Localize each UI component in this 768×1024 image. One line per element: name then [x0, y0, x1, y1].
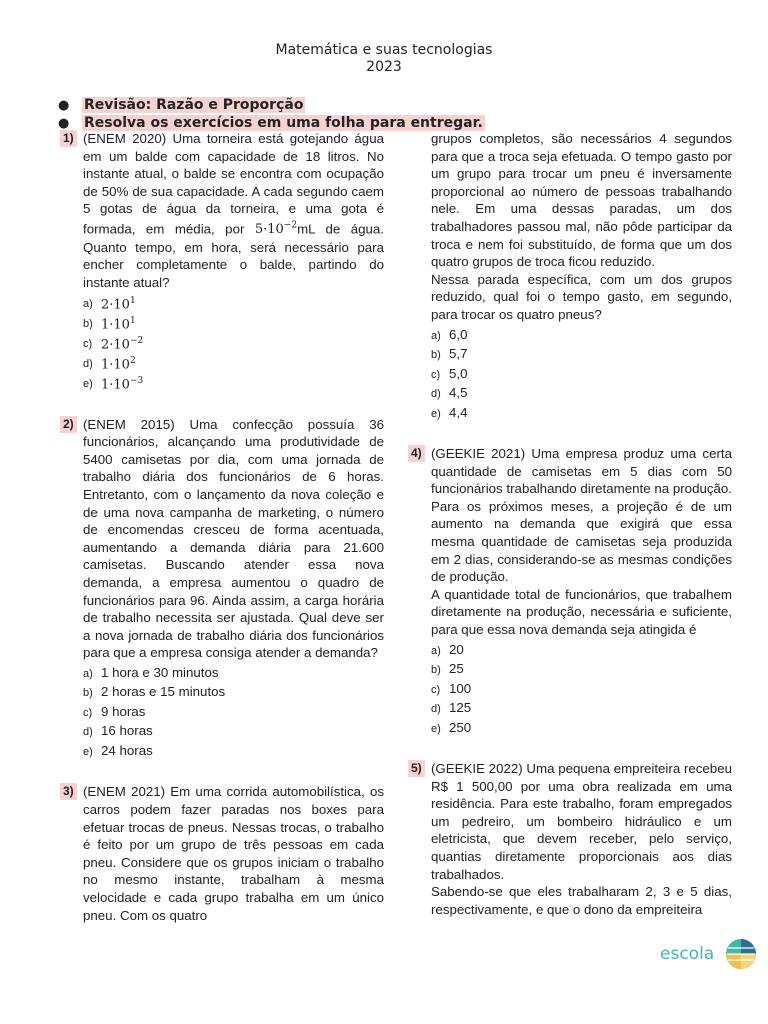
option-text: 5,7: [449, 346, 468, 362]
option-letter: e): [431, 407, 441, 420]
option-text: 100: [449, 680, 472, 696]
question-2: [60, 416, 384, 762]
escola-logo: [660, 932, 760, 978]
option-letter: a): [431, 644, 441, 657]
option-c[interactable]: [83, 334, 384, 354]
option-a[interactable]: [431, 641, 732, 661]
option-text: 4,4: [449, 404, 468, 420]
question-number: 3): [60, 783, 77, 800]
option-a[interactable]: [431, 326, 732, 346]
bullet-icon: ●: [58, 97, 70, 113]
question-text-part: mL de água. Quanto tempo, em hora, será necessário para encher completamente o balde, partindo do instante atual?: [83, 221, 384, 291]
option-letter: b): [83, 317, 93, 330]
options-list: [431, 326, 732, 424]
option-d[interactable]: [431, 384, 732, 404]
question-3: [60, 783, 384, 924]
option-letter: d): [431, 703, 441, 716]
logo-text: escola: [660, 944, 715, 964]
question-number: 1): [60, 130, 77, 147]
math-exponent: 2: [129, 355, 136, 366]
question-text: (GEEKIE 2021) Uma empresa produz uma certa quantidade de camisetas em 5 dias com 50 funcionários trabalhando diretamente na produção. Para os próximos meses, a projeção é de um aumento na demanda que exigirá que essa mesma quantidade de camisetas seja produzida em 2 dias, considerando-se as mesmas condições de produção.: [431, 446, 732, 585]
instruction-text: Resolva os exercícios em uma folha para entregar.: [84, 115, 483, 131]
header-year: 2023: [366, 59, 402, 75]
option-c[interactable]: [431, 680, 732, 700]
math-base: 5·10: [254, 222, 284, 238]
option-text: 125: [449, 700, 472, 716]
option-math: [101, 356, 136, 372]
option-e[interactable]: [83, 742, 384, 762]
math-exponent: 1: [129, 295, 136, 306]
question-number: 5): [408, 760, 425, 777]
page-header: [0, 42, 768, 76]
question-text-part: (ENEM 2020) Uma torneira está gotejando água em um balde com capacidade de 18 litros. No instante atual, o balde se encontra com ocupação de 50% de sua capacidade. A cada segundo caem 5 gotas de água da torneira, e uma gota é formada, em média, por: [83, 131, 384, 237]
option-letter: c): [83, 706, 93, 719]
option-c[interactable]: [83, 703, 384, 723]
bullet-icon: ●: [58, 115, 70, 131]
option-letter: c): [83, 337, 93, 350]
option-a[interactable]: [83, 664, 384, 684]
question-5: [408, 760, 732, 918]
math-exponent: −2: [283, 220, 298, 231]
option-d[interactable]: [431, 699, 732, 719]
option-text: 2 horas e 15 minutos: [101, 684, 226, 700]
option-text: 250: [449, 719, 472, 735]
option-b[interactable]: [431, 660, 732, 680]
math-exponent: −3: [129, 375, 144, 386]
option-e[interactable]: [431, 404, 732, 424]
option-letter: c): [431, 683, 441, 696]
option-text: 1 hora e 30 minutos: [101, 664, 219, 680]
option-math: [101, 296, 136, 312]
math-exponent: −2: [129, 335, 144, 346]
math-exponent: 1: [129, 315, 136, 326]
question-1: [60, 130, 384, 394]
option-letter: b): [83, 687, 93, 700]
option-text: 4,5: [449, 385, 468, 401]
option-letter: c): [431, 368, 441, 381]
question-prompt: Nessa parada específica, com um dos grupos reduzido, qual foi o tempo gasto, em segundo, para trocar os quatro pneus?: [431, 271, 732, 322]
option-letter: e): [83, 377, 93, 390]
option-math: [101, 376, 143, 392]
option-c[interactable]: [431, 365, 732, 385]
question-4: [408, 445, 732, 738]
question-text: (GEEKIE 2022) Uma pequena empreiteira recebeu R$ 1 500,00 por uma obra realizada em uma residência. Para este trabalho, foram empregados um pedreiro, um bombeiro hidráulico e um eletricista, que devem receber, pelo serviço, quantias diretamente proporcionais aos dias trabalhados.: [431, 761, 732, 882]
question-text: (ENEM 2021) Em uma corrida automobilística, os carros podem fazer paradas nos boxes para efetuar trocas de pneus. Nessas trocas, o trabalho é feito por um grupo de três pessoas em cada pneu. Considere que os grupos iniciam o trabalho no mesmo instante, trabalham à mesma velocidade e cada grupo trabalha em um único pneu. Com os quatro: [83, 784, 384, 923]
option-b[interactable]: [83, 314, 384, 334]
option-text: 6,0: [449, 326, 468, 342]
math-base: 1·10: [101, 316, 130, 332]
math-expression: [255, 222, 297, 237]
option-e[interactable]: [431, 719, 732, 739]
instruction-text: Revisão: Razão e Proporção: [84, 97, 304, 113]
options-list: [83, 294, 384, 394]
option-letter: d): [431, 388, 441, 401]
option-d[interactable]: [83, 354, 384, 374]
option-letter: d): [83, 357, 93, 370]
math-base: 1·10: [101, 356, 130, 372]
question-number: 4): [408, 445, 425, 462]
question-number: 2): [60, 416, 77, 433]
option-text: 20: [449, 641, 464, 657]
option-a[interactable]: [83, 294, 384, 314]
option-letter: a): [83, 667, 93, 680]
option-letter: e): [83, 745, 93, 758]
option-b[interactable]: [83, 683, 384, 703]
question-text-continued: Sabendo-se que eles trabalharam 2, 3 e 5 dias, respectivamente, e que o dono da empreiteira: [431, 884, 732, 917]
options-list: [83, 664, 384, 762]
option-letter: e): [431, 722, 441, 735]
option-text: 16 horas: [101, 723, 153, 739]
math-base: 1·10: [101, 376, 130, 392]
option-letter: b): [431, 349, 441, 362]
question-3-continued: [408, 130, 732, 423]
option-e[interactable]: [83, 374, 384, 394]
question-text: grupos completos, são necessários 4 segundos para que a troca seja efetuada. O tempo gasto por um grupo para trocar um pneu é inversamente proporcional ao número de pessoas trabalhando nele. Em uma dessas paradas, um dos trabalhadores passou mal, não pôde participar da troca e nem foi substituído, de forma que um dos quatro grupos de troca ficou reduzido.: [431, 131, 732, 270]
logo-mark-icon: [724, 932, 758, 978]
math-base: 2·10: [101, 336, 130, 352]
option-letter: a): [83, 297, 93, 310]
question-prompt: A quantidade total de funcionários, que trabalhem diretamente na produção, necessária e suficiente, para que essa nova demanda seja atingida é: [431, 586, 732, 637]
option-text: 25: [449, 661, 464, 677]
options-list: [431, 641, 732, 739]
header-title: Matemática e suas tecnologias: [275, 42, 493, 58]
option-math: [101, 336, 143, 352]
instructions-list: [58, 96, 485, 132]
option-d[interactable]: [83, 722, 384, 742]
option-letter: a): [431, 329, 441, 342]
option-math: [101, 316, 136, 332]
question-text: (ENEM 2015) Uma confecção possuía 36 funcionários, alcançando uma produtividade de 5400 camisetas por dia, com uma jornada de trabalho diária dos funcionários de 6 horas. Entretanto, com o lançamento da nova coleção e de uma nova campanha de marketing, o número de encomendas cresceu de forma acentuada, aumentando a demanda diária para 21.600 camisetas. Buscando atender essa nova demanda, a empresa aumentou o quadro de funcionários para 96. Ainda assim, a carga horária de trabalho necessita ser ajustada. Qual deve ser a nova jornada de trabalho diária dos funcionários para que a empresa consiga atender a demanda?: [83, 416, 384, 661]
left-column: [60, 130, 384, 924]
instruction-item: [58, 96, 485, 114]
math-base: 2·10: [101, 296, 130, 312]
option-text: 9 horas: [101, 703, 146, 719]
question-text: [83, 130, 384, 292]
option-letter: b): [431, 664, 441, 677]
option-text: 24 horas: [101, 742, 153, 758]
option-letter: d): [83, 726, 93, 739]
option-b[interactable]: [431, 345, 732, 365]
right-column: [408, 130, 732, 918]
option-text: 5,0: [449, 365, 468, 381]
